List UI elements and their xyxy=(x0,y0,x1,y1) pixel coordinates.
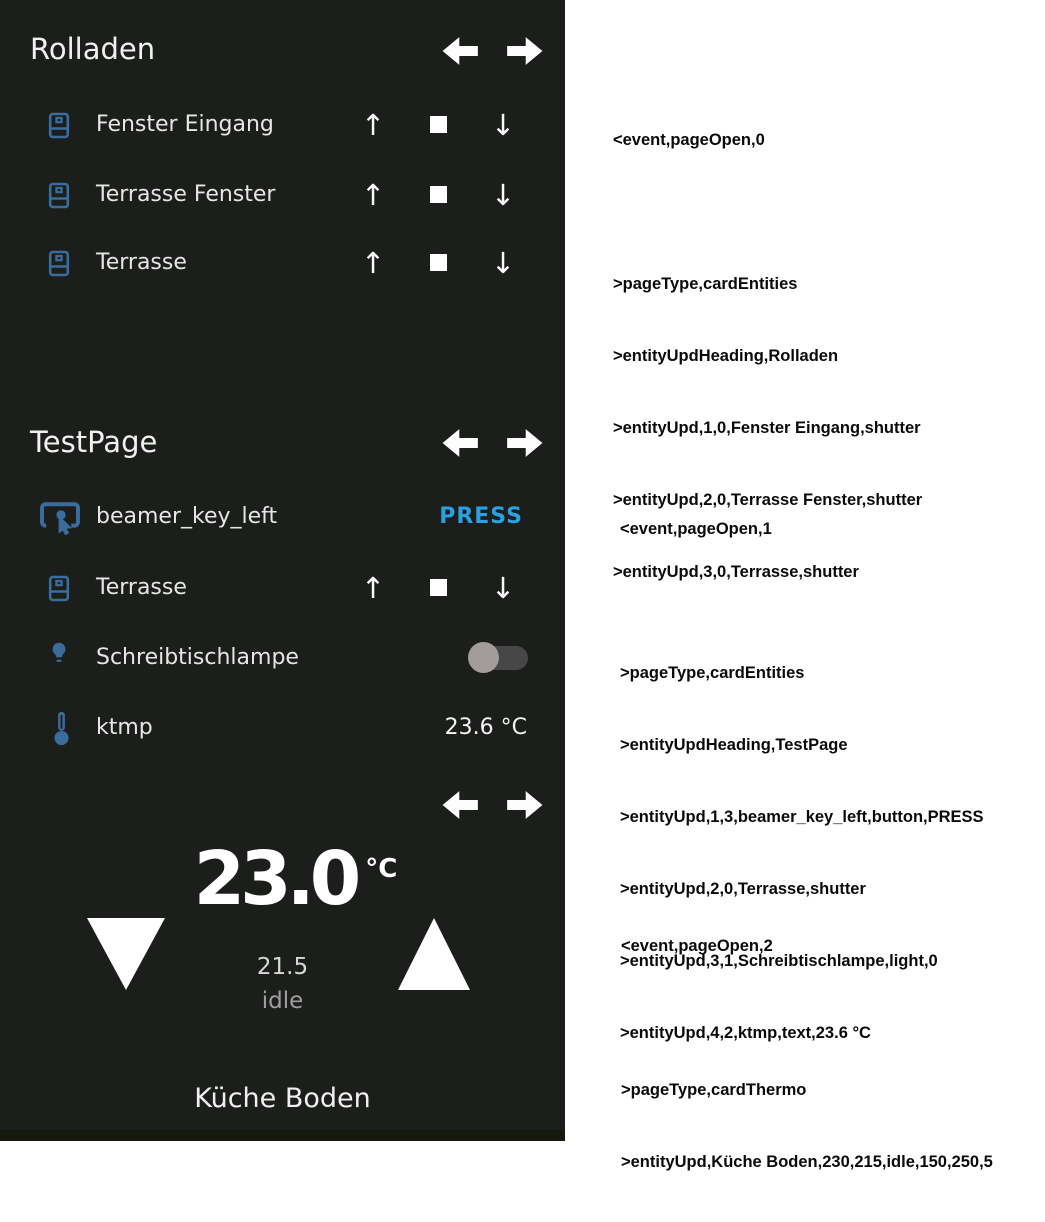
log-line: >entityUpd,Küche Boden,230,215,idle,150,250,5 xyxy=(621,1153,993,1171)
stop-square-icon xyxy=(430,254,447,271)
sensor-value: 23.6 °C xyxy=(444,715,527,740)
shutter-down-button[interactable]: ↓ xyxy=(490,246,516,280)
stop-square-icon xyxy=(430,116,447,133)
thermostat-name: Küche Boden xyxy=(194,1083,371,1114)
entity-row-beamer-key-left xyxy=(0,497,565,537)
hvac-state: idle xyxy=(261,988,304,1014)
shutter-down-button[interactable]: ↓ xyxy=(490,178,516,212)
shutter-down-button[interactable]: ↓ xyxy=(490,571,516,605)
log-gap xyxy=(621,1006,993,1030)
stop-square-icon xyxy=(430,579,447,596)
light-toggle[interactable] xyxy=(468,642,528,674)
log-line: >pageType,cardThermo xyxy=(621,1081,807,1099)
log-line: >entityUpd,1,3,beamer_key_left,button,PRESS xyxy=(620,808,984,826)
log-line: >entityUpd,1,0,Fenster Eingang,shutter xyxy=(613,419,921,437)
entity-label: Terrasse xyxy=(96,575,187,600)
page-nav-thermo xyxy=(441,789,544,821)
log-line: >entityUpd,4,2,ktmp,text,23.6 °C xyxy=(620,1024,871,1042)
entity-label: ktmp xyxy=(96,715,153,740)
shutter-up-button[interactable]: ↑ xyxy=(360,571,386,605)
entity-label: Terrasse xyxy=(96,250,187,275)
log-line: <event,pageOpen,0 xyxy=(613,131,765,149)
entity-row-ktmp xyxy=(0,708,565,748)
nav-next-icon[interactable] xyxy=(506,36,544,66)
entity-row-schreibtischlampe xyxy=(0,638,565,678)
shutter-icon xyxy=(47,573,71,604)
entity-row-terrasse-fenster xyxy=(0,175,565,215)
shutter-stop-button[interactable] xyxy=(420,105,456,145)
entity-label: Schreibtischlampe xyxy=(96,645,299,670)
shutter-icon xyxy=(47,180,71,211)
shutter-up-button[interactable]: ↑ xyxy=(360,108,386,142)
nav-next-icon[interactable] xyxy=(506,790,544,820)
log-gap xyxy=(620,589,984,613)
current-temperature xyxy=(0,836,565,934)
entity-row-terrasse-2 xyxy=(0,568,565,608)
page-nav-testpage xyxy=(441,427,544,459)
log-line: >entityUpd,3,1,Schreibtischlampe,light,0 xyxy=(620,952,938,970)
card-heading-testpage: TestPage xyxy=(30,425,158,459)
panel-bottom-edge xyxy=(0,1130,565,1141)
log-gap xyxy=(613,200,922,224)
log-line: >entityUpd,2,0,Terrasse,shutter xyxy=(620,880,866,898)
entity-label: beamer_key_left xyxy=(96,504,278,529)
toggle-knob xyxy=(468,642,499,673)
thermometer-icon xyxy=(52,710,71,747)
card-heading-rolladen: Rolladen xyxy=(30,32,156,66)
entity-row-terrasse xyxy=(0,243,565,283)
temperature-unit: °C xyxy=(365,854,398,884)
current-temperature-value: 23.0 xyxy=(193,836,357,922)
shutter-stop-button[interactable] xyxy=(420,175,456,215)
nav-prev-icon[interactable] xyxy=(441,790,479,820)
log-line: >pageType,cardEntities xyxy=(613,275,798,293)
nav-prev-icon[interactable] xyxy=(441,36,479,66)
log-line: >pageType,cardEntities xyxy=(620,664,805,682)
press-button[interactable]: PRESS xyxy=(439,504,523,529)
log-line: <event,pageOpen,2 xyxy=(621,937,773,955)
log-line: >entityUpd,2,0,Terrasse Fenster,shutter xyxy=(613,491,923,509)
shutter-stop-button[interactable] xyxy=(420,243,456,283)
log-line: <event,pageOpen,1 xyxy=(620,520,772,538)
entity-label: Fenster Eingang xyxy=(96,112,274,137)
shutter-icon xyxy=(47,110,71,141)
log-line: >entityUpd,3,0,Terrasse,shutter xyxy=(613,563,859,581)
stop-square-icon xyxy=(430,186,447,203)
nav-next-icon[interactable] xyxy=(506,428,544,458)
log-line: >entityUpdHeading,TestPage xyxy=(620,736,848,754)
shutter-up-button[interactable]: ↑ xyxy=(360,246,386,280)
shutter-up-button[interactable]: ↑ xyxy=(360,178,386,212)
entity-row-fenster-eingang xyxy=(0,105,565,145)
light-bulb-icon xyxy=(47,640,71,674)
entity-label: Terrasse Fenster xyxy=(96,182,276,207)
shutter-stop-button[interactable] xyxy=(420,568,456,608)
log-block-page2 xyxy=(621,886,993,1222)
log-line: >entityUpdHeading,Rolladen xyxy=(613,347,839,365)
setpoint-value: 21.5 xyxy=(256,954,309,980)
nav-prev-icon[interactable] xyxy=(441,428,479,458)
shutter-down-button[interactable]: ↓ xyxy=(490,108,516,142)
shutter-icon xyxy=(47,248,71,279)
page-nav-rolladen xyxy=(441,35,544,67)
tap-button-icon xyxy=(39,498,81,536)
